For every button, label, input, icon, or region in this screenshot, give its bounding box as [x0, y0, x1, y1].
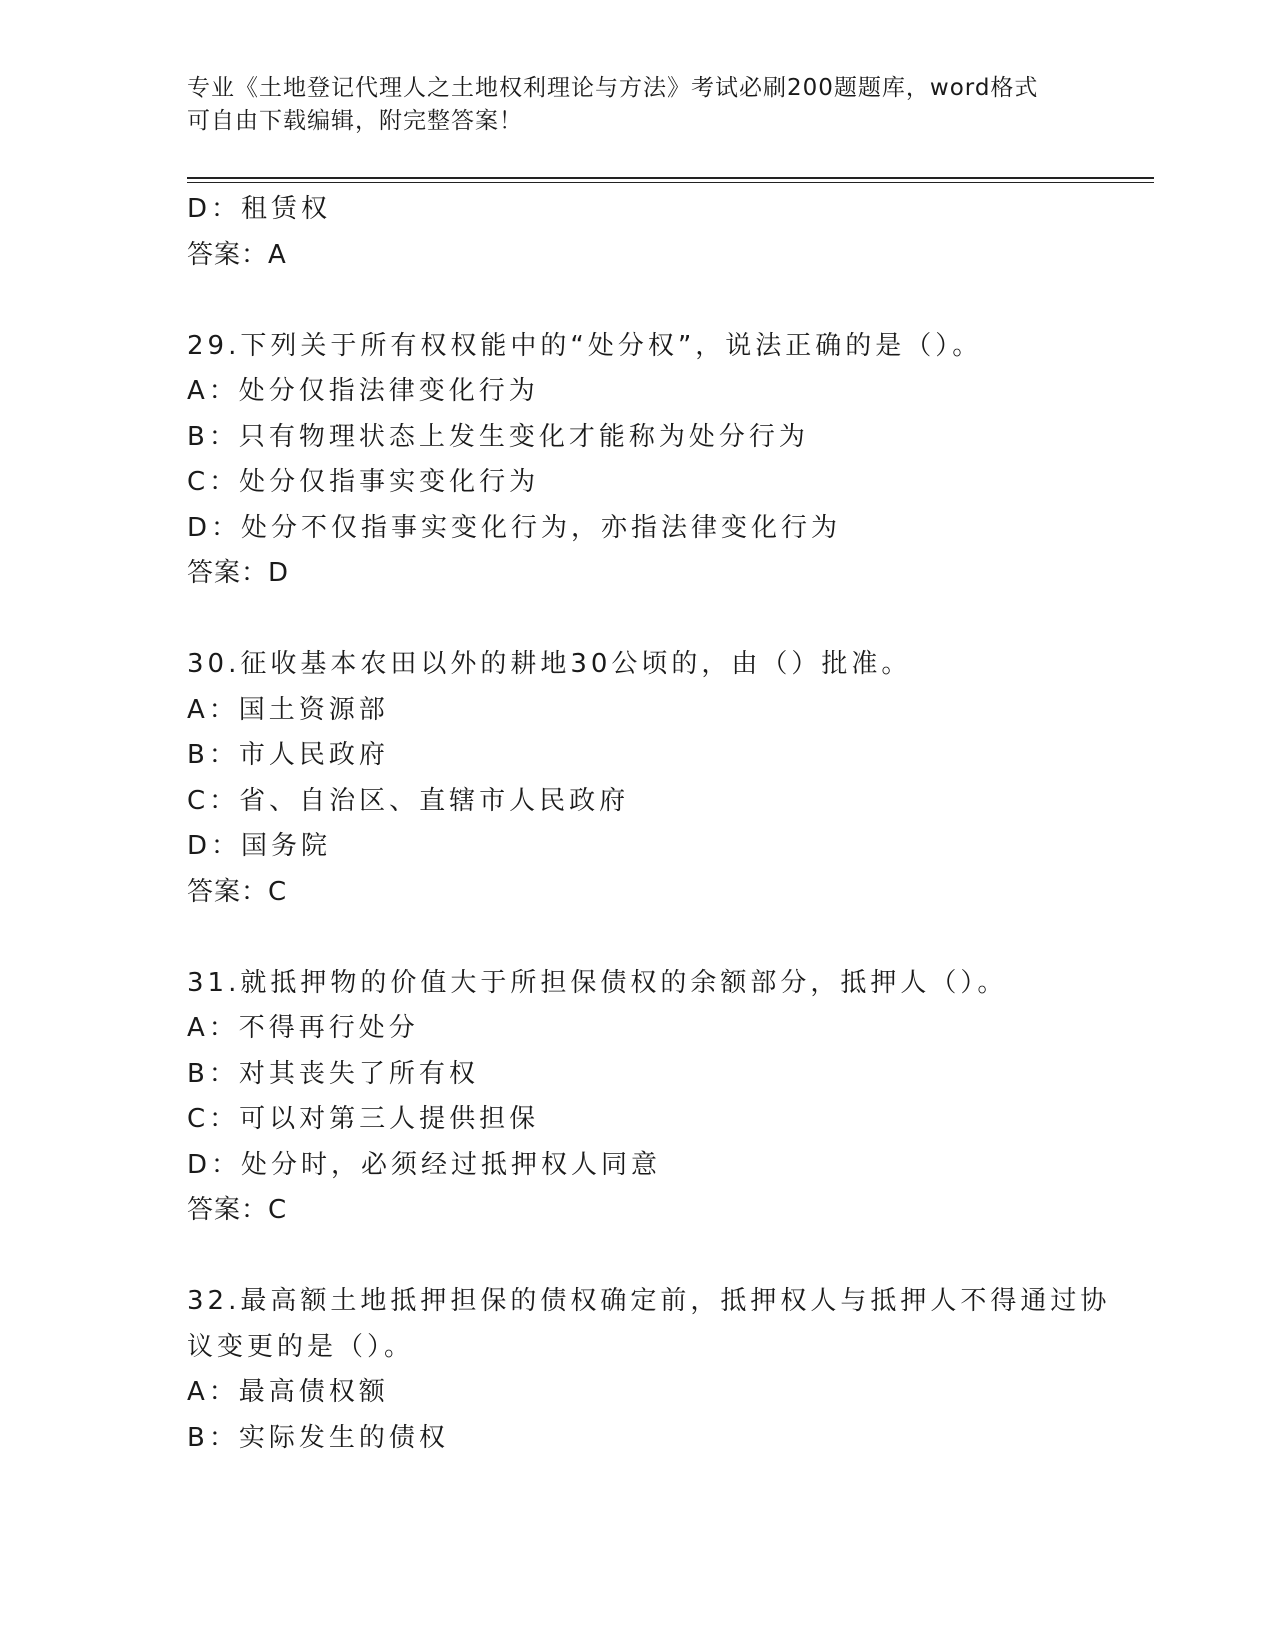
- question-stem-line-1: 32.最高额土地抵押担保的债权确定前，抵押权人与抵押人不得通过协: [187, 1286, 1111, 1316]
- header-line-1: 专业《土地登记代理人之土地权利理论与方法》考试必刷200题题库，word格式: [187, 75, 1039, 101]
- page-header: [187, 72, 1067, 138]
- option-b: B：实际发生的债权: [187, 1422, 449, 1453]
- answer-line: 答案：C: [187, 876, 288, 907]
- question-stem: 30.征收基本农田以外的耕地30公顷的，由（）批准。: [187, 649, 912, 679]
- carryover-block: [187, 187, 1087, 278]
- option-d: D：国务院: [187, 831, 332, 861]
- question-31: [187, 961, 1087, 1234]
- option-b: B：只有物理状态上发生变化才能称为处分行为: [187, 421, 809, 452]
- answer-line: 答案：D: [187, 558, 290, 588]
- question-list: [187, 187, 1111, 1461]
- question-stem-line-2: 议变更的是（）。: [187, 1331, 415, 1362]
- option-c: C：省、自治区、直辖市人民政府: [187, 785, 630, 816]
- header-rule-thin: [187, 182, 1154, 183]
- spacer: [187, 1234, 1087, 1280]
- option-c: C：可以对第三人提供担保: [187, 1104, 540, 1134]
- header-line-2: 可自由下载编辑，附完整答案！: [187, 108, 523, 134]
- spacer: [187, 915, 1087, 961]
- header-rule-thick: [187, 177, 1154, 179]
- option-d: D：处分时，必须经过抵押权人同意: [187, 1149, 662, 1180]
- spacer: [187, 278, 1087, 324]
- answer-line: 答案：A: [187, 239, 287, 270]
- option-a: A：不得再行处分: [187, 1013, 419, 1043]
- option-a: A：国土资源部: [187, 694, 389, 725]
- question-stem: 29.下列关于所有权权能中的“处分权”，说法正确的是（）。: [187, 330, 983, 361]
- option-a: A：最高债权额: [187, 1377, 389, 1407]
- option-b: B：市人民政府: [187, 740, 389, 770]
- question-stem: 31.就抵押物的价值大于所担保债权的余额部分，抵押人（）。: [187, 967, 1008, 998]
- spacer: [187, 597, 1087, 643]
- option-a: A：处分仅指法律变化行为: [187, 376, 539, 406]
- question-29: [187, 324, 1087, 597]
- option-b: B：对其丧失了所有权: [187, 1058, 479, 1089]
- option-d: D：处分不仅指事实变化行为，亦指法律变化行为: [187, 512, 842, 543]
- answer-line: 答案：C: [187, 1195, 288, 1225]
- option-c: C：处分仅指事实变化行为: [187, 467, 540, 497]
- question-32: [187, 1279, 1111, 1461]
- option-d: D：租赁权: [187, 194, 332, 224]
- question-30: [187, 642, 1087, 915]
